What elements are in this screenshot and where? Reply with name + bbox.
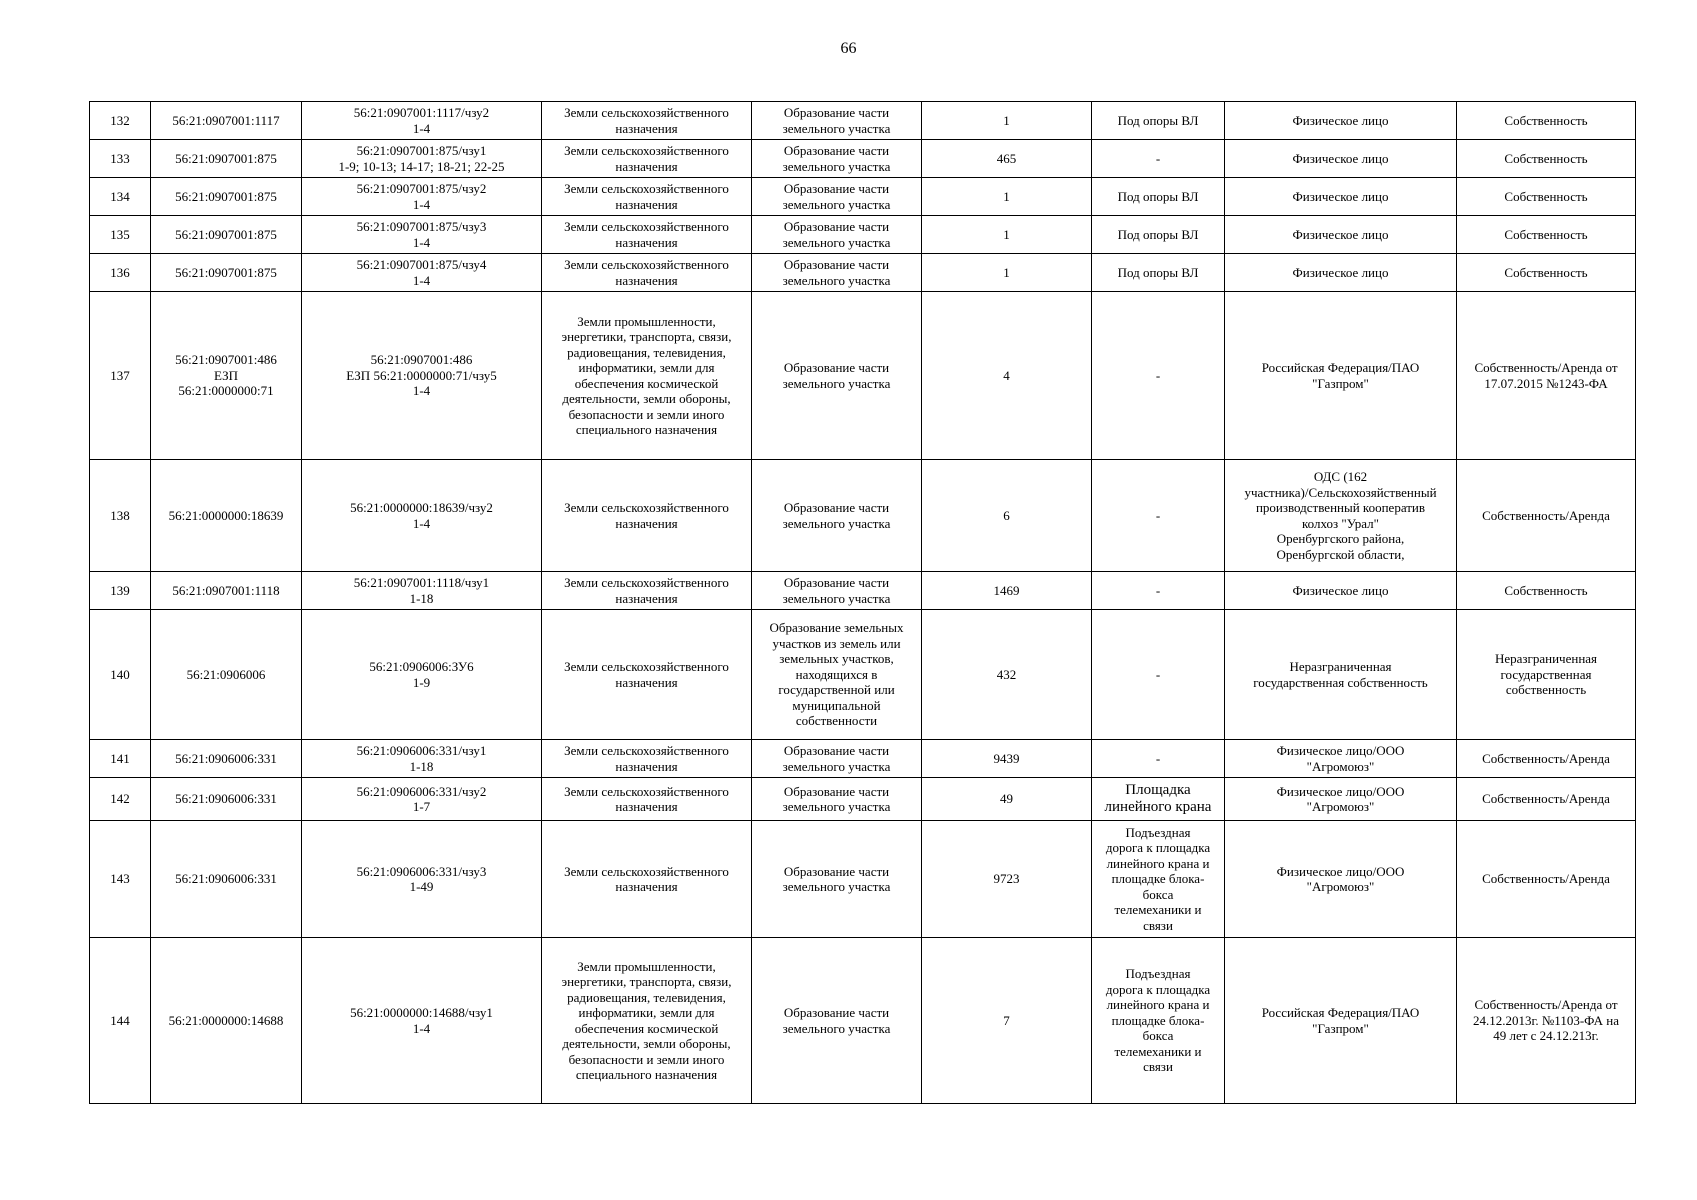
area: 1 xyxy=(922,216,1092,254)
cadastral-number: 56:21:0907001:1118 xyxy=(151,572,302,610)
row-number: 144 xyxy=(90,938,151,1104)
table-row xyxy=(90,178,1636,216)
land-category: Земли сельскохозяйственного назначения xyxy=(542,610,752,740)
cadastral-number: 56:21:0906006:331 xyxy=(151,778,302,821)
cadastral-number: 56:21:0906006 xyxy=(151,610,302,740)
right-type: Собственность/Аренда xyxy=(1457,778,1636,821)
area: 432 xyxy=(922,610,1092,740)
area: 465 xyxy=(922,140,1092,178)
note: Под опоры ВЛ xyxy=(1092,254,1225,292)
purpose: Образование части земельного участка xyxy=(752,292,922,460)
land-part-number: 56:21:0907001:1117/чзу2 1-4 xyxy=(302,102,542,140)
land-category: Земли промышленности, энергетики, транспорта, связи, радиовещания, телевидения, информатики, земли для обеспечения космической деятельности, земли обороны, безопасности и земли иного специального назначения xyxy=(542,938,752,1104)
area: 1469 xyxy=(922,572,1092,610)
land-category: Земли сельскохозяйственного назначения xyxy=(542,821,752,938)
table-row xyxy=(90,821,1636,938)
purpose: Образование части земельного участка xyxy=(752,938,922,1104)
row-number: 136 xyxy=(90,254,151,292)
area: 9439 xyxy=(922,740,1092,778)
table-row xyxy=(90,216,1636,254)
land-part-number: 56:21:0000000:18639/чзу2 1-4 xyxy=(302,460,542,572)
land-category: Земли сельскохозяйственного назначения xyxy=(542,140,752,178)
purpose: Образование части земельного участка xyxy=(752,572,922,610)
cadastral-number: 56:21:0906006:331 xyxy=(151,821,302,938)
purpose: Образование земельных участков из земель или земельных участков, находящихся в государственной или муниципальной собственности xyxy=(752,610,922,740)
table-row xyxy=(90,778,1636,821)
note: - xyxy=(1092,460,1225,572)
land-part-number: 56:21:0906006:331/чзу2 1-7 xyxy=(302,778,542,821)
purpose: Образование части земельного участка xyxy=(752,216,922,254)
land-category: Земли сельскохозяйственного назначения xyxy=(542,572,752,610)
cadastral-number: 56:21:0907001:875 xyxy=(151,140,302,178)
cadastral-number: 56:21:0907001:875 xyxy=(151,216,302,254)
land-part-number: 56:21:0907001:875/чзу3 1-4 xyxy=(302,216,542,254)
owner: Физическое лицо/ООО "Агромоюз" xyxy=(1225,778,1457,821)
land-part-number: 56:21:0907001:1118/чзу1 1-18 xyxy=(302,572,542,610)
table-row xyxy=(90,938,1636,1104)
table-row xyxy=(90,292,1636,460)
page-number: 66 xyxy=(840,40,857,57)
land-category: Земли сельскохозяйственного назначения xyxy=(542,460,752,572)
land-part-number: 56:21:0907001:486 ЕЗП 56:21:0000000:71/чзу5 1-4 xyxy=(302,292,542,460)
row-number: 138 xyxy=(90,460,151,572)
cadastral-number: 56:21:0907001:486 ЕЗП 56:21:0000000:71 xyxy=(151,292,302,460)
table-row xyxy=(90,740,1636,778)
purpose: Образование части земельного участка xyxy=(752,102,922,140)
note: Подъездная дорога к площадка линейного крана и площадке блока- бокса телемеханики и связи xyxy=(1092,938,1225,1104)
row-number: 143 xyxy=(90,821,151,938)
area: 7 xyxy=(922,938,1092,1104)
note: Площадка линейного крана xyxy=(1092,778,1225,821)
right-type: Собственность xyxy=(1457,102,1636,140)
cadastral-number: 56:21:0907001:1117 xyxy=(151,102,302,140)
purpose: Образование части земельного участка xyxy=(752,140,922,178)
land-plots-table xyxy=(89,101,1636,1104)
owner: Физическое лицо/ООО "Агромоюз" xyxy=(1225,740,1457,778)
owner: ОДС (162 участника)/Сельскохозяйственный производственный кооператив колхоз "Урал" Оренбургского района, Оренбургской области, xyxy=(1225,460,1457,572)
land-category: Земли сельскохозяйственного назначения xyxy=(542,778,752,821)
purpose: Образование части земельного участка xyxy=(752,778,922,821)
row-number: 140 xyxy=(90,610,151,740)
cadastral-number: 56:21:0907001:875 xyxy=(151,178,302,216)
land-part-number: 56:21:0906006:ЗУ6 1-9 xyxy=(302,610,542,740)
owner: Физическое лицо xyxy=(1225,140,1457,178)
owner: Физическое лицо xyxy=(1225,178,1457,216)
note: - xyxy=(1092,572,1225,610)
land-part-number: 56:21:0906006:331/чзу3 1-49 xyxy=(302,821,542,938)
area: 1 xyxy=(922,254,1092,292)
table-row xyxy=(90,610,1636,740)
row-number: 132 xyxy=(90,102,151,140)
land-category: Земли сельскохозяйственного назначения xyxy=(542,216,752,254)
land-category: Земли сельскохозяйственного назначения xyxy=(542,254,752,292)
right-type: Собственность xyxy=(1457,572,1636,610)
row-number: 133 xyxy=(90,140,151,178)
table-row xyxy=(90,140,1636,178)
right-type: Собственность/Аренда xyxy=(1457,740,1636,778)
row-number: 142 xyxy=(90,778,151,821)
row-number: 135 xyxy=(90,216,151,254)
row-number: 137 xyxy=(90,292,151,460)
cadastral-number: 56:21:0000000:14688 xyxy=(151,938,302,1104)
row-number: 139 xyxy=(90,572,151,610)
right-type: Собственность xyxy=(1457,216,1636,254)
table-row xyxy=(90,460,1636,572)
right-type: Собственность/Аренда xyxy=(1457,821,1636,938)
purpose: Образование части земельного участка xyxy=(752,460,922,572)
right-type: Собственность xyxy=(1457,254,1636,292)
owner: Российская Федерация/ПАО "Газпром" xyxy=(1225,938,1457,1104)
land-part-number: 56:21:0907001:875/чзу1 1-9; 10-13; 14-17; 18-21; 22-25 xyxy=(302,140,542,178)
right-type: Неразграниченная государственная собственность xyxy=(1457,610,1636,740)
cadastral-number: 56:21:0906006:331 xyxy=(151,740,302,778)
right-type: Собственность xyxy=(1457,140,1636,178)
owner: Физическое лицо/ООО "Агромоюз" xyxy=(1225,821,1457,938)
owner: Физическое лицо xyxy=(1225,572,1457,610)
owner: Неразграниченная государственная собственность xyxy=(1225,610,1457,740)
area: 49 xyxy=(922,778,1092,821)
land-category: Земли промышленности, энергетики, транспорта, связи, радиовещания, телевидения, информатики, земли для обеспечения космической деятельности, земли обороны, безопасности и земли иного специального назначения xyxy=(542,292,752,460)
right-type: Собственность xyxy=(1457,178,1636,216)
note: - xyxy=(1092,140,1225,178)
owner: Физическое лицо xyxy=(1225,216,1457,254)
row-number: 134 xyxy=(90,178,151,216)
land-part-number: 56:21:0907001:875/чзу4 1-4 xyxy=(302,254,542,292)
area: 1 xyxy=(922,178,1092,216)
land-category: Земли сельскохозяйственного назначения xyxy=(542,178,752,216)
cadastral-number: 56:21:0000000:18639 xyxy=(151,460,302,572)
note: Подъездная дорога к площадка линейного крана и площадке блока- бокса телемеханики и связи xyxy=(1092,821,1225,938)
area: 4 xyxy=(922,292,1092,460)
note: Под опоры ВЛ xyxy=(1092,102,1225,140)
area: 1 xyxy=(922,102,1092,140)
note: - xyxy=(1092,610,1225,740)
right-type: Собственность/Аренда от 17.07.2015 №1243-ФА xyxy=(1457,292,1636,460)
purpose: Образование части земельного участка xyxy=(752,740,922,778)
table-row xyxy=(90,254,1636,292)
owner: Физическое лицо xyxy=(1225,254,1457,292)
owner: Физическое лицо xyxy=(1225,102,1457,140)
note: Под опоры ВЛ xyxy=(1092,216,1225,254)
land-category: Земли сельскохозяйственного назначения xyxy=(542,740,752,778)
right-type: Собственность/Аренда от 24.12.2013г. №1103-ФА на 49 лет с 24.12.213г. xyxy=(1457,938,1636,1104)
table-row xyxy=(90,102,1636,140)
note: - xyxy=(1092,292,1225,460)
right-type: Собственность/Аренда xyxy=(1457,460,1636,572)
land-part-number: 56:21:0906006:331/чзу1 1-18 xyxy=(302,740,542,778)
owner: Российская Федерация/ПАО "Газпром" xyxy=(1225,292,1457,460)
area: 6 xyxy=(922,460,1092,572)
purpose: Образование части земельного участка xyxy=(752,178,922,216)
land-category: Земли сельскохозяйственного назначения xyxy=(542,102,752,140)
table-row xyxy=(90,572,1636,610)
area: 9723 xyxy=(922,821,1092,938)
cadastral-number: 56:21:0907001:875 xyxy=(151,254,302,292)
purpose: Образование части земельного участка xyxy=(752,821,922,938)
row-number: 141 xyxy=(90,740,151,778)
land-part-number: 56:21:0000000:14688/чзу1 1-4 xyxy=(302,938,542,1104)
purpose: Образование части земельного участка xyxy=(752,254,922,292)
note: Под опоры ВЛ xyxy=(1092,178,1225,216)
note: - xyxy=(1092,740,1225,778)
land-part-number: 56:21:0907001:875/чзу2 1-4 xyxy=(302,178,542,216)
